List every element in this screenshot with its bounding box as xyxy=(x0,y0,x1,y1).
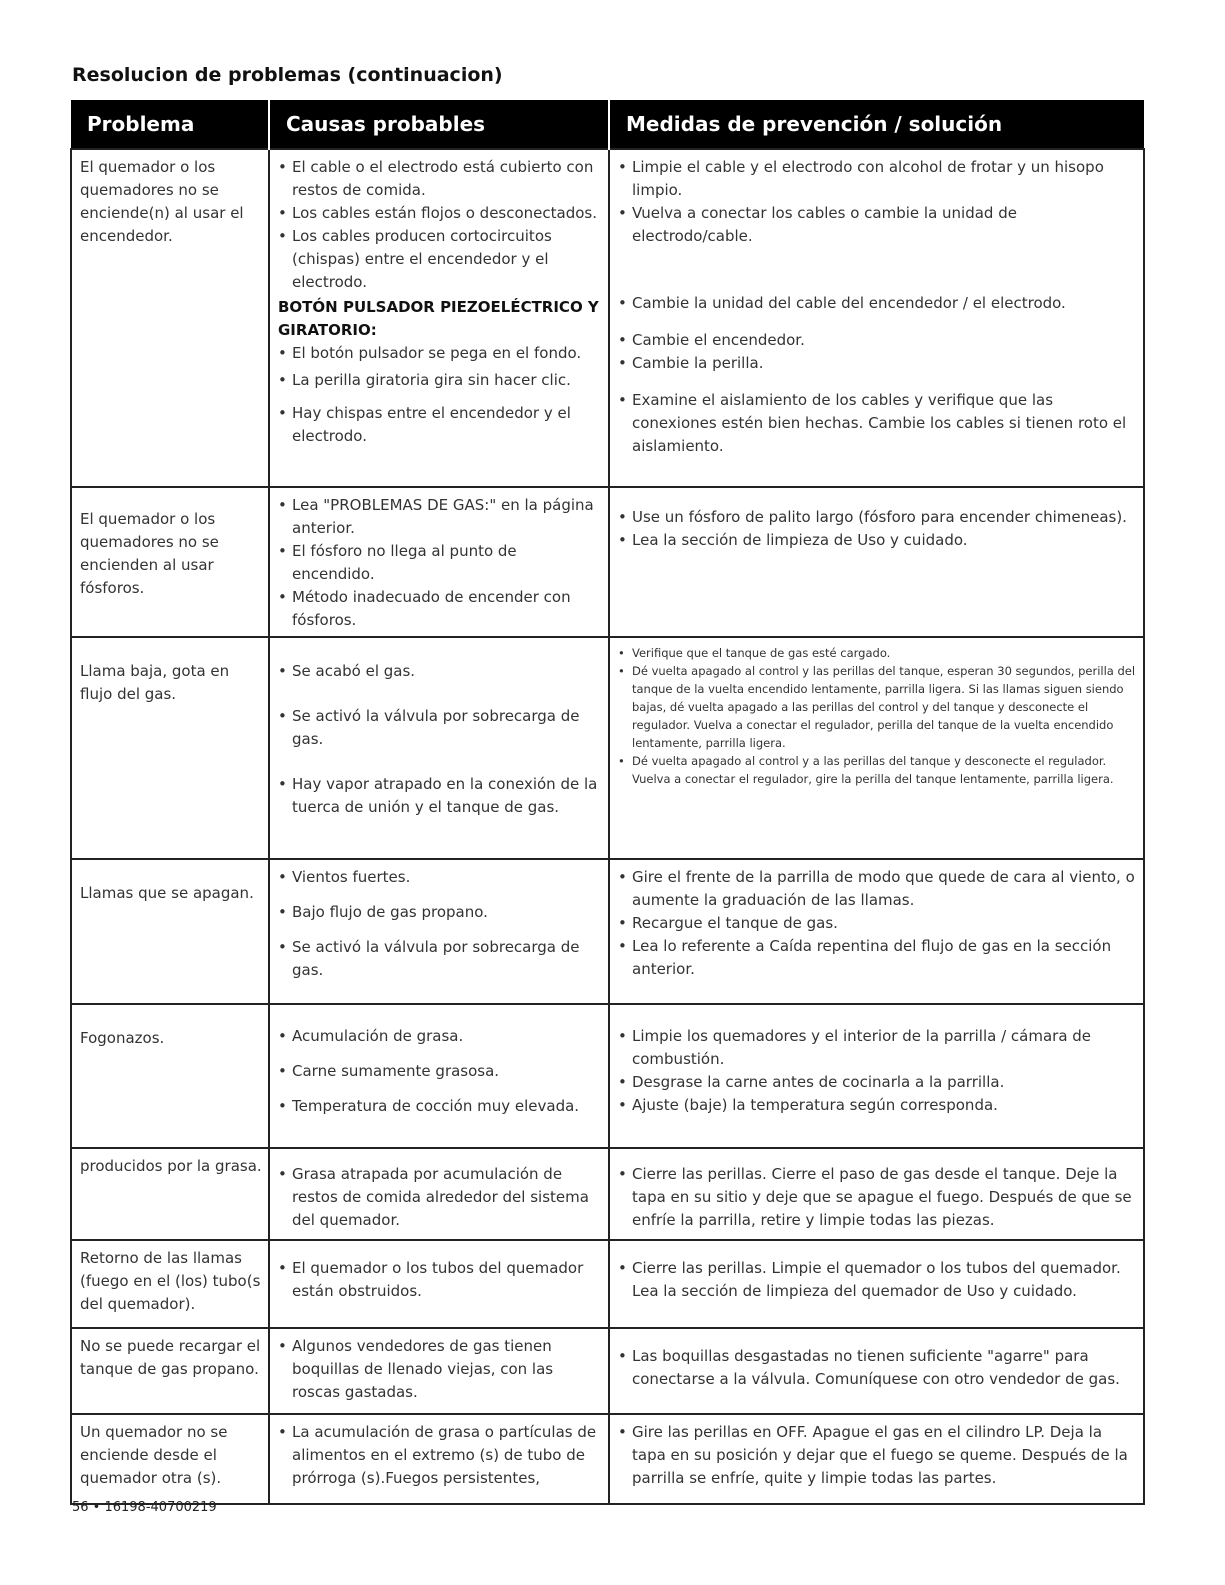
solution-item: • Limpie los quemadores y el interior de la parrilla / cámara de combustión. xyxy=(618,1025,1137,1071)
cause-item: • Los cables están flojos o desconectados. xyxy=(278,202,602,225)
solution-item: • Dé vuelta apagado al control y a las perillas del tanque y desconecte el regulador. Vuelva a conectar el regulador, gire la perilla del tanque lentamente, parrilla ligera. xyxy=(618,752,1137,788)
causes-cell xyxy=(269,1328,609,1414)
cause-item: • Se acabó el gas. xyxy=(278,660,602,683)
problem-cell: Llamas que se apagan. xyxy=(71,859,269,1004)
cause-item: • El fósforo no llega al punto de encendido. xyxy=(278,540,602,586)
cause-item: • Algunos vendedores de gas tienen boquillas de llenado viejas, con las roscas gastadas. xyxy=(278,1335,602,1404)
solution-item: • Cierre las perillas. Cierre el paso de gas desde el tanque. Deje la tapa en su sitio y deje que se apague el fuego. Después de que se enfríe la parrilla, retire y limpie todas las piezas. xyxy=(618,1163,1137,1232)
cause-item: • Bajo flujo de gas propano. xyxy=(278,901,602,924)
cause-item: • La acumulación de grasa o partículas de alimentos en el extremo (s) de tubo de prórroga (s).Fuegos persistentes, xyxy=(278,1421,602,1490)
solutions-cell xyxy=(609,149,1144,487)
table-row xyxy=(71,487,1144,637)
solution-item: • Lea lo referente a Caída repentina del flujo de gas en la sección anterior. xyxy=(618,935,1137,981)
problem-cell: Llama baja, gota en flujo del gas. xyxy=(71,637,269,859)
causes-cell xyxy=(269,1004,609,1148)
problem-cell: Fogonazos. xyxy=(71,1004,269,1148)
header-causes: Causas probables xyxy=(269,100,609,149)
causes-cell xyxy=(269,487,609,637)
causes-cell xyxy=(269,1148,609,1240)
problem-cell: Retorno de las llamas (fuego en el (los) tubo(s del quemador). xyxy=(71,1240,269,1328)
causes-cell xyxy=(269,637,609,859)
table-row xyxy=(71,1414,1144,1504)
solution-item: • Cambie la perilla. xyxy=(618,352,1137,375)
problem-cell: producidos por la grasa. xyxy=(71,1148,269,1240)
cause-item: • La perilla giratoria gira sin hacer clic. xyxy=(278,369,602,392)
causes-cell xyxy=(269,1414,609,1504)
table-row xyxy=(71,1148,1144,1240)
cause-item: • Carne sumamente grasosa. xyxy=(278,1060,602,1083)
solution-item: • Dé vuelta apagado al control y las perillas del tanque, esperan 30 segundos, perilla del tanque de la vuelta encendido lentamente, parrilla ligera. Si las llamas siguen siendo bajas, dé vuelta apagado a las perillas del control y del tanque y desconecte el regulador. Vuelva a conectar el regulador, perilla del tanque de la vuelta encendido lentamente, parrilla ligera. xyxy=(618,662,1137,752)
cause-item: • Se activó la válvula por sobrecarga de gas. xyxy=(278,936,602,982)
solution-item: • Desgrase la carne antes de cocinarla a la parrilla. xyxy=(618,1071,1137,1094)
causes-cell xyxy=(269,149,609,487)
solution-item: • Cambie la unidad del cable del encendedor / el electrodo. xyxy=(618,292,1137,315)
solution-item: • Gire el frente de la parrilla de modo que quede de cara al viento, o aumente la graduación de las llamas. xyxy=(618,866,1137,912)
solutions-cell xyxy=(609,1148,1144,1240)
cause-item: • Hay chispas entre el encendedor y el electrodo. xyxy=(278,402,602,448)
cause-item: • Hay vapor atrapado en la conexión de la tuerca de unión y el tanque de gas. xyxy=(278,773,602,819)
problem-cell: Un quemador no se enciende desde el quemador otra (s). xyxy=(71,1414,269,1504)
problem-cell: El quemador o los quemadores no se enciende(n) al usar el encendedor. xyxy=(71,149,269,487)
header-problem: Problema xyxy=(71,100,269,149)
cause-item: • Vientos fuertes. xyxy=(278,866,602,889)
solution-item: • Examine el aislamiento de los cables y verifique que las conexiones estén bien hechas. Cambie los cables si tienen roto el aislamiento. xyxy=(618,389,1137,458)
solutions-cell xyxy=(609,487,1144,637)
cause-item: • El botón pulsador se pega en el fondo. xyxy=(278,342,602,365)
solutions-cell xyxy=(609,637,1144,859)
page-footer: 56 • 16198-40700219 xyxy=(72,1500,217,1515)
cause-item: • Temperatura de cocción muy elevada. xyxy=(278,1095,602,1118)
solutions-cell xyxy=(609,1240,1144,1328)
solution-item: • Limpie el cable y el electrodo con alcohol de frotar y un hisopo limpio. xyxy=(618,156,1137,202)
table-row xyxy=(71,1240,1144,1328)
header-solutions: Medidas de prevención / solución xyxy=(609,100,1144,149)
solution-item: • Cambie el encendedor. xyxy=(618,329,1137,352)
solution-item: • Las boquillas desgastadas no tienen suficiente "agarre" para conectarse a la válvula. Comuníquese con otro vendedor de gas. xyxy=(618,1345,1137,1391)
solution-item: • Ajuste (baje) la temperatura según corresponda. xyxy=(618,1094,1137,1117)
problem-cell: El quemador o los quemadores no se encienden al usar fósforos. xyxy=(71,487,269,637)
solution-item: • Vuelva a conectar los cables o cambie la unidad de electrodo/cable. xyxy=(618,202,1137,248)
cause-item: • El quemador o los tubos del quemador están obstruidos. xyxy=(278,1257,602,1303)
causes-cell xyxy=(269,859,609,1004)
cause-item: • Grasa atrapada por acumulación de restos de comida alrededor del sistema del quemador. xyxy=(278,1163,602,1232)
problem-cell: No se puede recargar el tanque de gas propano. xyxy=(71,1328,269,1414)
solutions-cell xyxy=(609,1004,1144,1148)
solutions-cell xyxy=(609,1328,1144,1414)
cause-item: • El cable o el electrodo está cubierto con restos de comida. xyxy=(278,156,602,202)
page-title: Resolucion de problemas (continuacion) xyxy=(72,64,503,86)
solution-item: • Verifique que el tanque de gas esté cargado. xyxy=(618,644,1137,662)
cause-item: • Método inadecuado de encender con fósforos. xyxy=(278,586,602,632)
table-row xyxy=(71,637,1144,859)
solution-item: • Lea la sección de limpieza de Uso y cuidado. xyxy=(618,529,1137,552)
cause-item: • Se activó la válvula por sobrecarga de gas. xyxy=(278,705,602,751)
solution-item: • Gire las perillas en OFF. Apague el gas en el cilindro LP. Deja la tapa en su posición y dejar que el fuego se queme. Después de la parrilla se enfríe, quite y limpie todas las partes. xyxy=(618,1421,1137,1490)
troubleshooting-table xyxy=(70,100,1145,1505)
cause-item: • Los cables producen cortocircuitos (chispas) entre el encendedor y el electrodo. xyxy=(278,225,602,294)
table-header-row xyxy=(71,100,1144,149)
table-row xyxy=(71,1328,1144,1414)
table-row xyxy=(71,149,1144,487)
table-row xyxy=(71,859,1144,1004)
solution-item: • Cierre las perillas. Limpie el quemador o los tubos del quemador. Lea la sección de limpieza del quemador de Uso y cuidado. xyxy=(618,1257,1137,1303)
causes-cell xyxy=(269,1240,609,1328)
cause-item: • Lea "PROBLEMAS DE GAS:" en la página anterior. xyxy=(278,494,602,540)
solution-item: • Recargue el tanque de gas. xyxy=(618,912,1137,935)
solution-item: • Use un fósforo de palito largo (fósforo para encender chimeneas). xyxy=(618,506,1137,529)
table-row xyxy=(71,1004,1144,1148)
solutions-cell xyxy=(609,1414,1144,1504)
solutions-cell xyxy=(609,859,1144,1004)
cause-item: • Acumulación de grasa. xyxy=(278,1025,602,1048)
subheading: BOTÓN PULSADOR PIEZOELÉCTRICO Y GIRATORIO: xyxy=(278,298,599,339)
